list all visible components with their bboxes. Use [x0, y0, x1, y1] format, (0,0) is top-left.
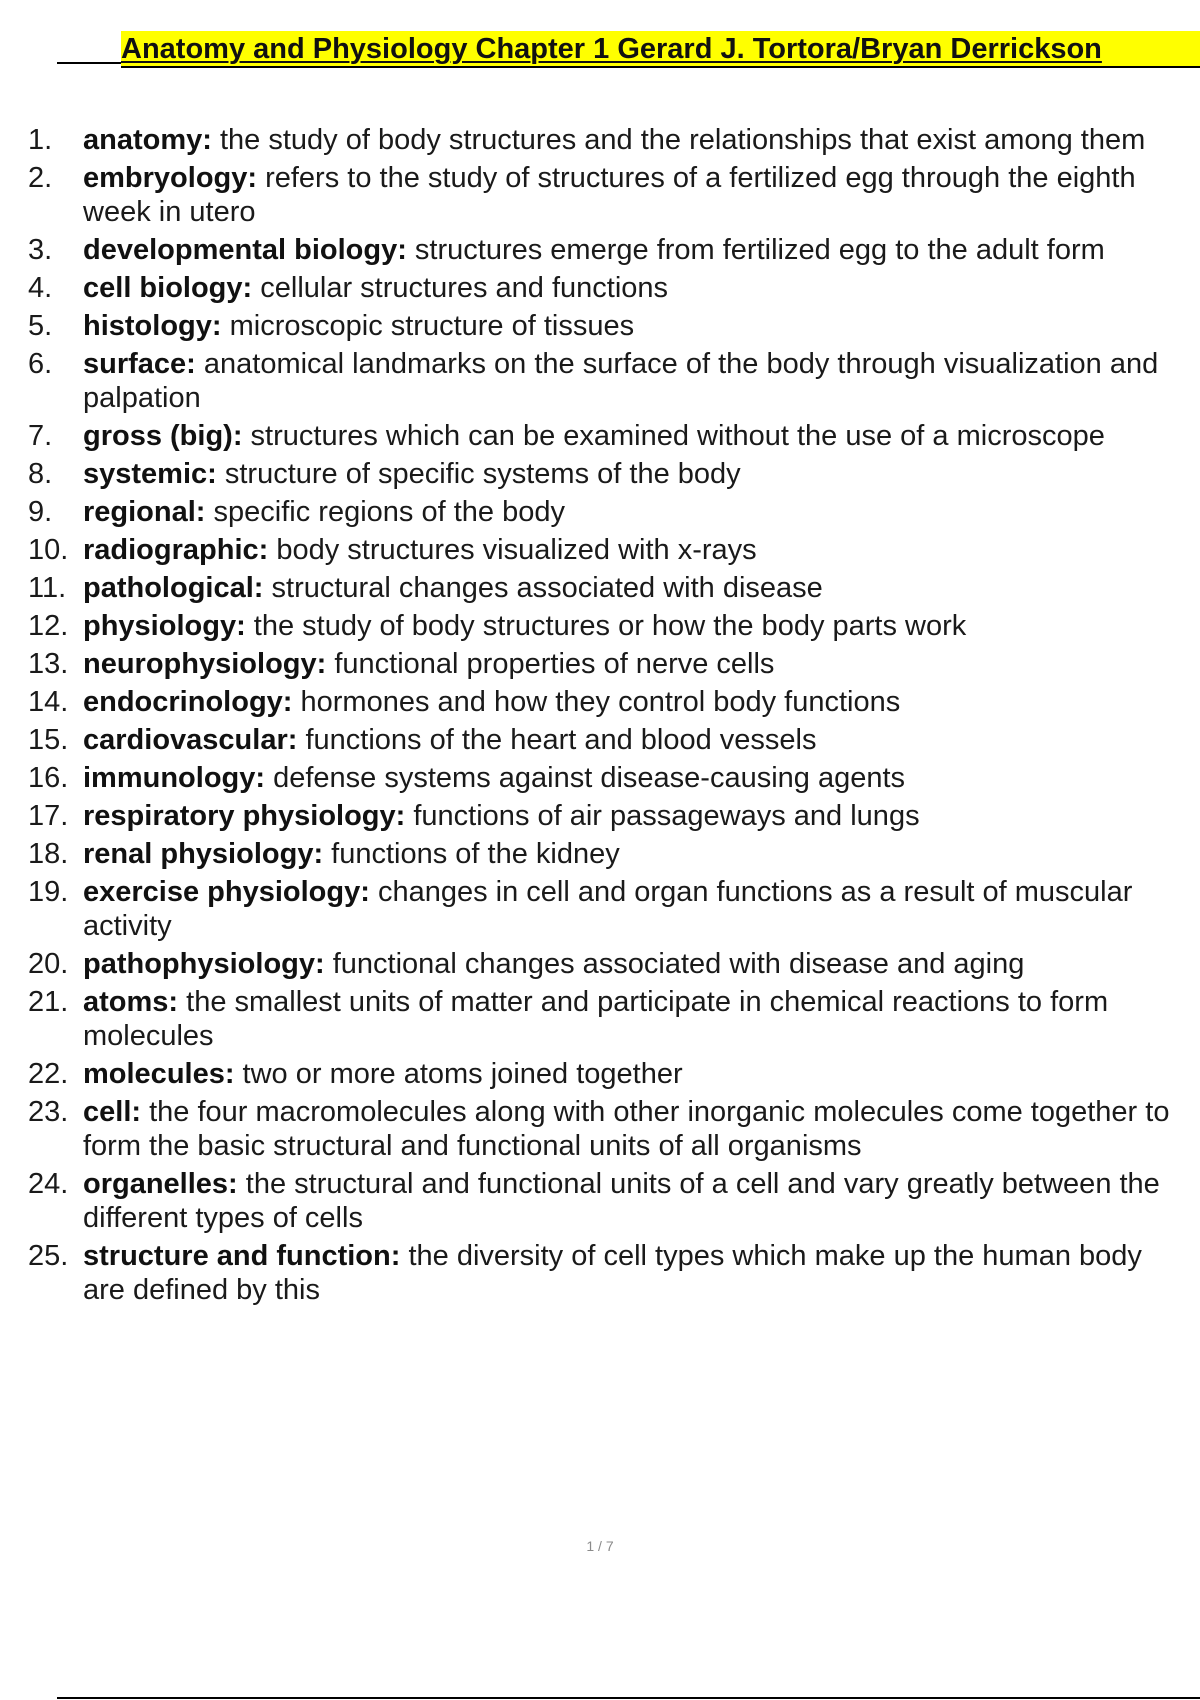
list-item-number: 6. [28, 348, 53, 380]
list-item-number: 14. [28, 686, 69, 718]
term-definition: hormones and how they control body functions [292, 686, 901, 718]
list-item [0, 533, 1200, 567]
term-definition: the smallest units of matter and participate in chemical reactions to form molecules [83, 986, 1109, 1052]
list-item [0, 347, 1200, 415]
term-word: atoms: [83, 986, 179, 1018]
list-item-number: 9. [28, 496, 53, 528]
term-word: regional: [83, 496, 206, 528]
term-word: structure and function: [83, 1240, 401, 1272]
list-item-number: 13. [28, 648, 69, 680]
list-item [0, 233, 1200, 267]
list-item [0, 947, 1200, 981]
term-word: gross (big): [83, 420, 243, 452]
list-item [0, 1057, 1200, 1091]
list-item-number: 5. [28, 310, 53, 342]
footer-rule [57, 1697, 1200, 1699]
term-definition: structure of specific systems of the body [216, 458, 741, 490]
term-definition: structures which can be examined without the use of a microscope [242, 420, 1105, 452]
list-item [0, 837, 1200, 871]
term-definition: functions of the kidney [323, 838, 620, 870]
term-word: cell biology: [83, 272, 253, 304]
list-item-number: 4. [28, 272, 53, 304]
term-definition: structures emerge from fertilized egg to the adult form [406, 234, 1105, 266]
term-definition: structural changes associated with disease [263, 572, 823, 604]
list-item-number: 8. [28, 458, 53, 490]
list-item [0, 723, 1200, 757]
term-definition: cellular structures and functions [252, 272, 669, 304]
list-item [0, 123, 1200, 157]
term-definition: functions of the heart and blood vessels [297, 724, 817, 756]
term-definition: anatomical landmarks on the surface of the body through visualization and palpation [83, 348, 1159, 414]
term-definition: functions of air passageways and lungs [405, 800, 920, 832]
term-list [0, 123, 1200, 1311]
term-word: immunology: [83, 762, 266, 794]
term-definition: functional properties of nerve cells [326, 648, 775, 680]
term-definition: refers to the study of structures of a fertilized egg through the eighth week in utero [83, 162, 1136, 228]
list-item [0, 419, 1200, 453]
list-item-number: 19. [28, 876, 69, 908]
list-item [0, 1167, 1200, 1235]
list-item [0, 609, 1200, 643]
term-word: cardiovascular: [83, 724, 298, 756]
list-item [0, 571, 1200, 605]
list-item-number: 12. [28, 610, 69, 642]
list-item-number: 15. [28, 724, 69, 756]
term-definition: body structures visualized with x-rays [268, 534, 757, 566]
term-definition: two or more atoms joined together [234, 1058, 683, 1090]
term-definition: functional changes associated with disease and aging [324, 948, 1025, 980]
term-word: embryology: [83, 162, 258, 194]
term-word: developmental biology: [83, 234, 407, 266]
term-word: pathological: [83, 572, 264, 604]
page-number: 1 / 7 [586, 1538, 614, 1554]
list-item-number: 16. [28, 762, 69, 794]
list-item-number: 24. [28, 1168, 69, 1200]
term-definition: the study of body structures and the relationships that exist among them [211, 124, 1146, 156]
term-word: radiographic: [83, 534, 269, 566]
header-rule [57, 62, 121, 64]
list-item-number: 3. [28, 234, 53, 266]
list-item [0, 309, 1200, 343]
list-item [0, 1095, 1200, 1163]
list-item-number: 22. [28, 1058, 69, 1090]
list-item-number: 18. [28, 838, 69, 870]
term-definition: changes in cell and organ functions as a result of muscular activity [83, 876, 1133, 942]
list-item [0, 985, 1200, 1053]
list-item-number: 1. [28, 124, 53, 156]
list-item [0, 495, 1200, 529]
term-definition: the four macromolecules along with other inorganic molecules come together to form the basic structural and functional units of all organisms [83, 1096, 1170, 1162]
term-word: renal physiology: [83, 838, 324, 870]
list-item-number: 20. [28, 948, 69, 980]
term-word: surface: [83, 348, 196, 380]
list-item [0, 685, 1200, 719]
term-word: anatomy: [83, 124, 212, 156]
term-definition: the study of body structures or how the body parts work [245, 610, 967, 642]
list-item [0, 647, 1200, 681]
list-item-number: 11. [28, 572, 67, 604]
term-word: organelles: [83, 1168, 238, 1200]
list-item [0, 761, 1200, 795]
list-item [0, 799, 1200, 833]
list-item [0, 457, 1200, 491]
term-word: cell: [83, 1096, 142, 1128]
list-item-number: 10. [28, 534, 69, 566]
list-item-number: 2. [28, 162, 53, 194]
list-item-number: 21. [28, 986, 69, 1018]
term-definition: microscopic structure of tissues [221, 310, 635, 342]
term-word: endocrinology: [83, 686, 293, 718]
term-definition: specific regions of the body [205, 496, 565, 528]
term-definition: defense systems against disease-causing agents [265, 762, 906, 794]
term-word: neurophysiology: [83, 648, 327, 680]
term-definition: the diversity of cell types which make up the human body are defined by this [83, 1240, 1142, 1306]
list-item [0, 161, 1200, 229]
term-word: molecules: [83, 1058, 235, 1090]
list-item [0, 875, 1200, 943]
list-item [0, 271, 1200, 305]
list-item-number: 7. [28, 420, 53, 452]
document-title: Anatomy and Physiology Chapter 1 Gerard J. Tortora/Bryan Derrickson [121, 31, 1200, 68]
list-item [0, 1239, 1200, 1307]
term-word: pathophysiology: [83, 948, 325, 980]
term-word: respiratory physiology: [83, 800, 406, 832]
term-word: histology: [83, 310, 222, 342]
term-word: physiology: [83, 610, 246, 642]
term-word: systemic: [83, 458, 217, 490]
term-definition: the structural and functional units of a cell and vary greatly between the different types of cells [83, 1168, 1160, 1234]
list-item-number: 23. [28, 1096, 69, 1128]
list-item-number: 17. [28, 800, 69, 832]
list-item-number: 25. [28, 1240, 69, 1272]
term-word: exercise physiology: [83, 876, 370, 908]
